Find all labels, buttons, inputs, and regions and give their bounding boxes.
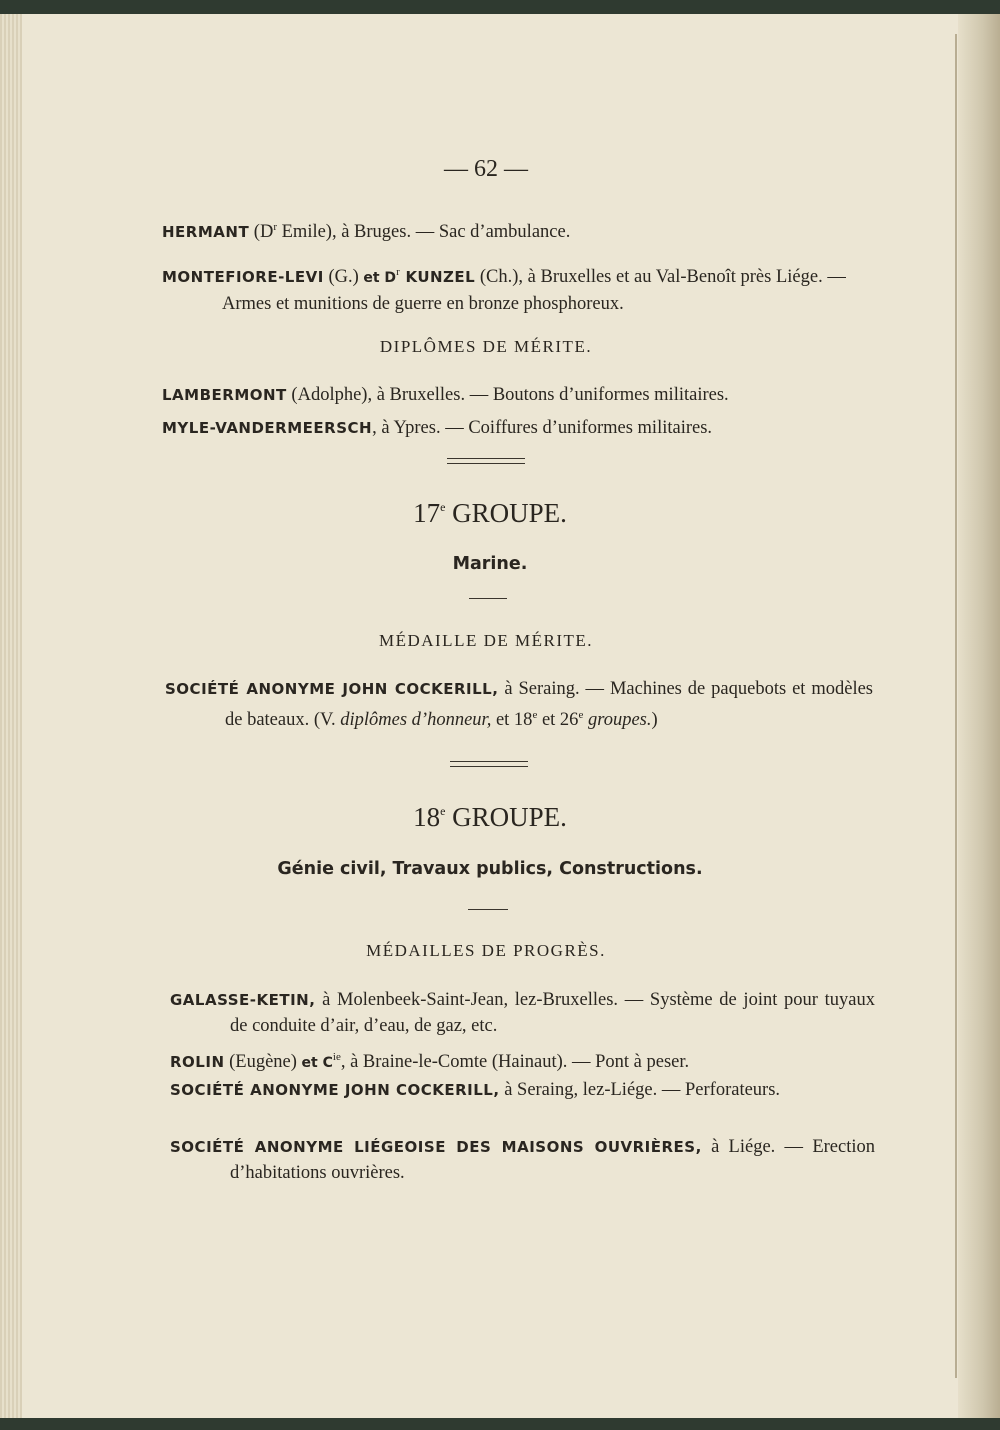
double-rule xyxy=(450,761,528,767)
entry-galasse: GALASSE-KETIN, à Molenbeek-Saint-Jean, lez-Bruxelles. — Système de joint pour tuyaux de conduite d’air, d’eau, de gaz, etc. xyxy=(170,990,875,1036)
page-content xyxy=(0,14,1000,1418)
section-title-medaille: MÉDAILLE DE MÉRITE. xyxy=(378,631,594,650)
entry-hermant: HERMANT ($D^r$ Emile), à Bruges. — Sac d’ambulance. xyxy=(162,221,571,243)
section-title-progres: MÉDAILLES DE PROGRÈS. xyxy=(366,941,606,960)
entry-cockerill-progres: SOCIÉTÉ ANONYME JOHN COCKERILL, à Seraing, lez-Liége. — Perforateurs. xyxy=(170,1080,781,1100)
single-rule xyxy=(468,909,508,910)
exhibitor-name: MYLE-VANDERMEERSCH xyxy=(162,419,373,437)
double-rule xyxy=(447,458,525,464)
group-18-heading: 18e GROUPE. xyxy=(413,802,567,832)
entry-cockerill-marine: SOCIÉTÉ ANONYME JOHN COCKERILL, à Seraing. — Machines de paquebots et modèles de bateaux. (V. diplômes d’honneur, et 18e et 26e groupes.) xyxy=(165,679,874,731)
entry-montefiore: MONTEFIORE-LEVI (G.) et $D^r$ KUNZEL (Ch.), à Bruxelles et au Val-Benoît près Liége. — Armes et munitions de guerre en bronze phosphoreux. xyxy=(162,266,846,315)
exhibitor-name: SOCIÉTÉ ANONYME LIÉGEOISE DES MAISONS OUVRIÈRES, xyxy=(170,1138,702,1156)
entry-myle: MYLE-VANDERMEERSCH, à Ypres. — Coiffures d’uniformes militaires. xyxy=(162,418,713,438)
exhibitor-name: LAMBERMONT xyxy=(162,386,287,404)
entry-rolin: ROLIN (Eugène) et $C^{ie}$, à Braine-le-Comte (Hainaut). — Pont à peser. xyxy=(170,1051,690,1073)
section-title-diplomes: DIPLÔMES DE MÉRITE. xyxy=(379,337,593,356)
group-18-subtitle: Génie civil, Travaux publics, Constructions. xyxy=(277,859,703,879)
exhibitor-name: KUNZEL xyxy=(399,268,476,287)
exhibitor-name: SOCIÉTÉ ANONYME JOHN COCKERILL, xyxy=(165,680,499,698)
exhibitor-name: SOCIÉTÉ ANONYME JOHN COCKERILL, xyxy=(170,1081,500,1099)
exhibitor-name: ROLIN xyxy=(170,1053,225,1072)
single-rule xyxy=(469,598,507,599)
exhibitor-name: MONTEFIORE-LEVI xyxy=(162,268,324,287)
exhibitor-name: GALASSE-KETIN, xyxy=(170,991,316,1009)
entry-liegeoise: SOCIÉTÉ ANONYME LIÉGEOISE DES MAISONS OUVRIÈRES, à Liége. — Erection d’habitations ouvrières. xyxy=(170,1137,875,1183)
book-page xyxy=(0,14,1000,1418)
group-17-heading: 17e GROUPE. xyxy=(413,498,567,528)
entry-lambermont: LAMBERMONT (Adolphe), à Bruxelles. — Boutons d’uniformes militaires. xyxy=(162,385,729,405)
group-17-subtitle: Marine. xyxy=(452,554,528,574)
page-number: — 62 — xyxy=(444,156,528,182)
exhibitor-name: HERMANT xyxy=(162,223,250,242)
